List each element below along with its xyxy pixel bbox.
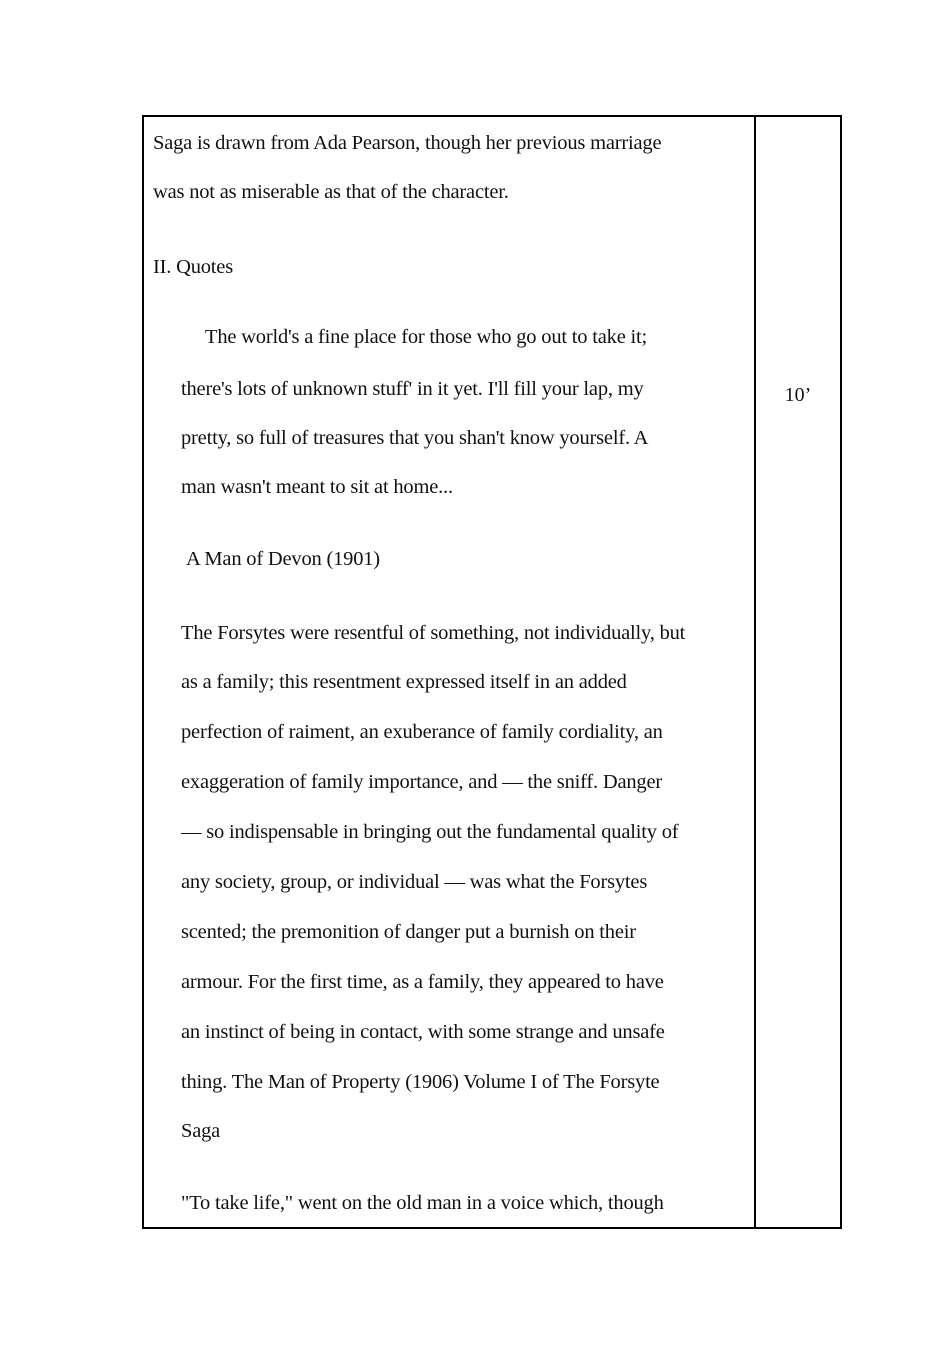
quote-line: The Forsytes were resentful of something, not individually, but: [181, 622, 686, 644]
time-allocation: 10’: [784, 384, 812, 406]
section-heading: II. Quotes: [153, 256, 233, 278]
time-cell: [756, 117, 840, 1227]
quote-line: man wasn't meant to sit at home...: [181, 476, 453, 498]
quote-line: "To take life," went on the old man in a voice which, though: [181, 1192, 664, 1214]
quote-line: pretty, so full of treasures that you shan't know yourself. A: [181, 427, 649, 449]
content-cell: [144, 117, 756, 1227]
quote-line: perfection of raiment, an exuberance of family cordiality, an: [181, 721, 663, 743]
intro-line: Saga is drawn from Ada Pearson, though her previous marriage: [153, 132, 662, 154]
quote-line: any society, group, or individual — was what the Forsytes: [181, 871, 648, 893]
quote-line: armour. For the first time, as a family, they appeared to have: [181, 971, 664, 993]
intro-line: was not as miserable as that of the character.: [153, 181, 509, 203]
quote-line: exaggeration of family importance, and — the sniff. Danger: [181, 771, 662, 793]
quote-line: thing. The Man of Property (1906) Volume I of The Forsyte: [181, 1071, 660, 1093]
quote-line: an instinct of being in contact, with some strange and unsafe: [181, 1021, 665, 1043]
quote-line: Saga: [181, 1120, 221, 1142]
quote-line: The world's a fine place for those who go out to take it;: [205, 326, 648, 348]
quote-line: there's lots of unknown stuff' in it yet. I'll fill your lap, my: [181, 378, 644, 400]
quote-line: scented; the premonition of danger put a burnish on their: [181, 921, 636, 943]
quote-line: as a family; this resentment expressed itself in an added: [181, 671, 627, 693]
lesson-plan-table: [142, 115, 842, 1229]
quote-line: — so indispensable in bringing out the fundamental quality of: [181, 821, 679, 843]
quote-source: A Man of Devon (1901): [186, 548, 380, 570]
